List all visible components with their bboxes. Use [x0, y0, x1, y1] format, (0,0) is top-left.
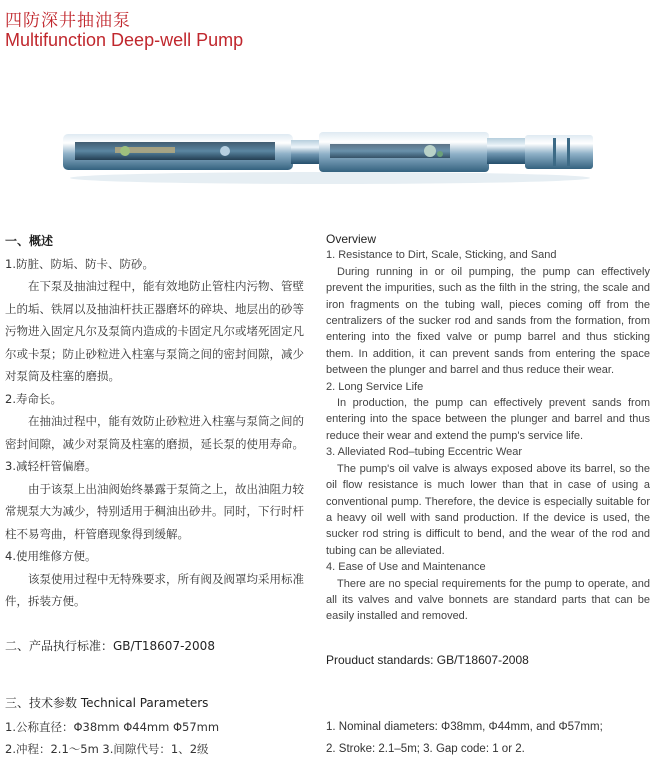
standard-cn: 二、产品执行标准：GB/T18607-2008 — [5, 639, 215, 653]
item-4-text-cn: 该泵使用过程中无特殊要求，所有阀及阀罩均采用标准件，拆装方便。 — [5, 571, 304, 608]
title-english: Multifunction Deep-well Pump — [5, 30, 244, 50]
tech-param-1-cn: 1.公称直径：Φ38mm Φ44mm Φ57mm — [5, 720, 220, 734]
tech-params-cn — [5, 716, 219, 760]
item-2-text-en: In production, the pump can effectively prevent sands from entering into the space between the plunger and barrel and thus reduce their wear and extend the pump's service life. — [326, 397, 650, 442]
item-3-heading-en: 3. Alleviated Rod–tubing Eccentric Wear — [326, 446, 523, 459]
overview-heading-en: Overview — [326, 232, 377, 246]
item-3-text-en: The pump's oil valve is always exposed above its barrel, so the oil flow resistance is much lower than that in case of using a conventional pump. Therefore, the device is especially suitable for a heavy oil well with sand production. If the device is used, the sucker rod string is difficult to bend, and the wear of the rod and tubing can be alleviated. — [326, 462, 650, 557]
item-2-heading-en: 2. Long Service Life — [326, 380, 424, 393]
english-overview — [326, 231, 650, 625]
item-1-heading-cn: 1.防脏、防垢、防卡、防砂。 — [5, 256, 154, 271]
tech-params-heading: 三、技术参数 Technical Parameters — [5, 696, 209, 710]
item-1-text-cn: 在下泵及抽油过程中，能有效地防止管柱内污物、管壁上的垢、铁屑以及抽油杆扶正器磨坏的碎块、地层出的砂等污物进入固定凡尔及泵筒内造成的卡固定凡尔或堵死固定凡尔或卡泵；防止砂粒进入柱塞与泵筒之间的密封间隙，减少对泵筒及柱塞的磨损。 — [5, 279, 304, 383]
tech-param-1-en: 1. Nominal diameters: Φ38mm, Φ44mm, and Φ57mm; — [326, 721, 603, 733]
item-1-heading-en: 1. Resistance to Dirt, Scale, Sticking, and Sand — [326, 249, 557, 262]
item-3-heading-cn: 3.减轻杆管偏磨。 — [5, 459, 97, 473]
tech-params-en — [326, 716, 603, 760]
item-3-text-cn: 由于该泵上出油阀始终暴露于泵筒之上，故出油阻力较常规泵大为减少，特别适用于稠油出砂井。同时，下行时杆柱不易弯曲，杆管磨现象得到缓解。 — [5, 481, 304, 541]
item-4-heading-cn: 4.使用维修方便。 — [5, 549, 97, 563]
chinese-overview — [5, 230, 310, 613]
overview-heading-cn: 一、概述 — [5, 234, 54, 248]
item-1-text-en: During running in or oil pumping, the pump can effectively prevent the impurities, such as the filth in the string, the scale and iron fragments on the tubing wall, pieces coming off from the centralizers of the sucker rod and sands from the formation, from entering into the fixed valve or pump barrel and thus sticking them. In addition, it can prevent sands from entering the space between the plunger and barrel and thus reduce their wear. — [326, 265, 650, 377]
tech-param-2-en: 2. Stroke: 2.1–5m; 3. Gap code: 1 or 2. — [326, 743, 525, 755]
item-2-text-cn: 在抽油过程中，能有效防止砂粒进入柱塞与泵筒之间的密封间隙，减少对泵筒及柱塞的磨损，延长泵的使用寿命。 — [5, 414, 304, 451]
title-chinese: 四防深井抽油泵 — [5, 11, 131, 31]
pump-image — [55, 118, 600, 190]
item-2-heading-cn: 2.寿命长。 — [5, 391, 62, 406]
tech-param-2-cn: 2.冲程：2.1～5m 3.间隙代号：1、2级 — [5, 742, 209, 756]
item-4-text-en: There are no special requirements for the pump to operate, and all its valves and valve bonnets are standard parts that can be easily installed and removed. — [326, 577, 650, 623]
standard-en: Prouduct standards: GB/T18607-2008 — [326, 653, 529, 667]
item-4-heading-en: 4. Ease of Use and Maintenance — [326, 561, 486, 574]
